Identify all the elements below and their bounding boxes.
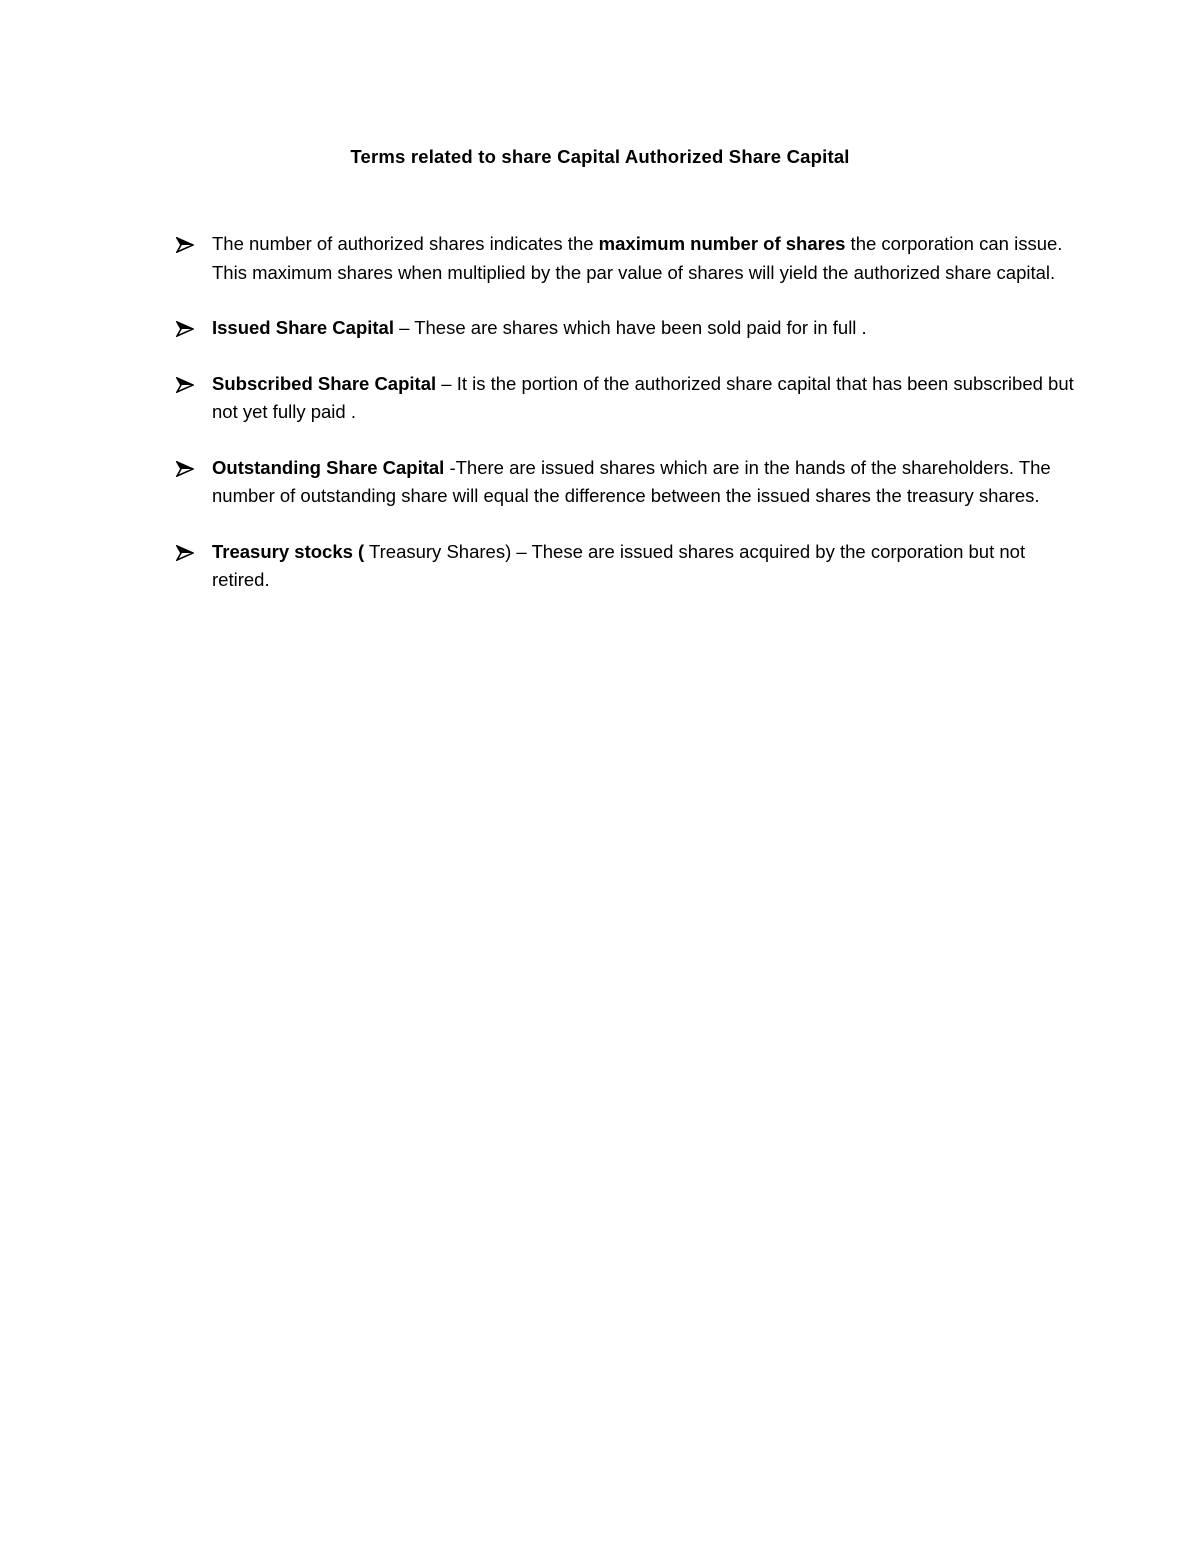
definition-text: Treasury Shares) – These are issued shares acquired by the corporation but not retired. [212,540,1026,590]
definition-text: -There are issued shares which are in the hands of the shareholders. The number of outstanding share will equal the difference between the issued shares the treasury shares. [212,456,1051,506]
arrowhead-bullet-icon [176,237,194,253]
emphasis-text: maximum number of shares [598,233,846,254]
definition-text: – These are shares which have been sold paid for in full . [393,317,867,338]
list-item [174,454,1074,511]
arrowhead-bullet-icon [176,377,194,393]
document-title: Terms related to share Capital Authorized Share Capital [350,146,850,167]
definition-text: – It is the portion of the authorized share capital that has been subscribed but not yet fully paid . [212,372,1074,422]
term-label: Subscribed Share Capital [212,372,437,394]
list-item [174,370,1074,427]
arrowhead-bullet-icon [176,461,194,477]
term-label: Treasury stocks ( [212,540,365,562]
term-label: Issued Share Capital [212,317,394,338]
arrowhead-bullet-icon [176,545,194,561]
term-label: Outstanding Share Capital [212,456,445,478]
list-item [174,314,1074,343]
list-item [174,230,1074,287]
definition-text: The number of authorized shares indicates the [212,233,599,254]
list-item [174,538,1074,595]
terms-list [174,230,1074,622]
definition-text-continued: the corporation can issue. This maximum shares when multiplied by the par value of shares will yield the authorized share capital. [212,233,1063,283]
arrowhead-bullet-icon [176,321,194,337]
